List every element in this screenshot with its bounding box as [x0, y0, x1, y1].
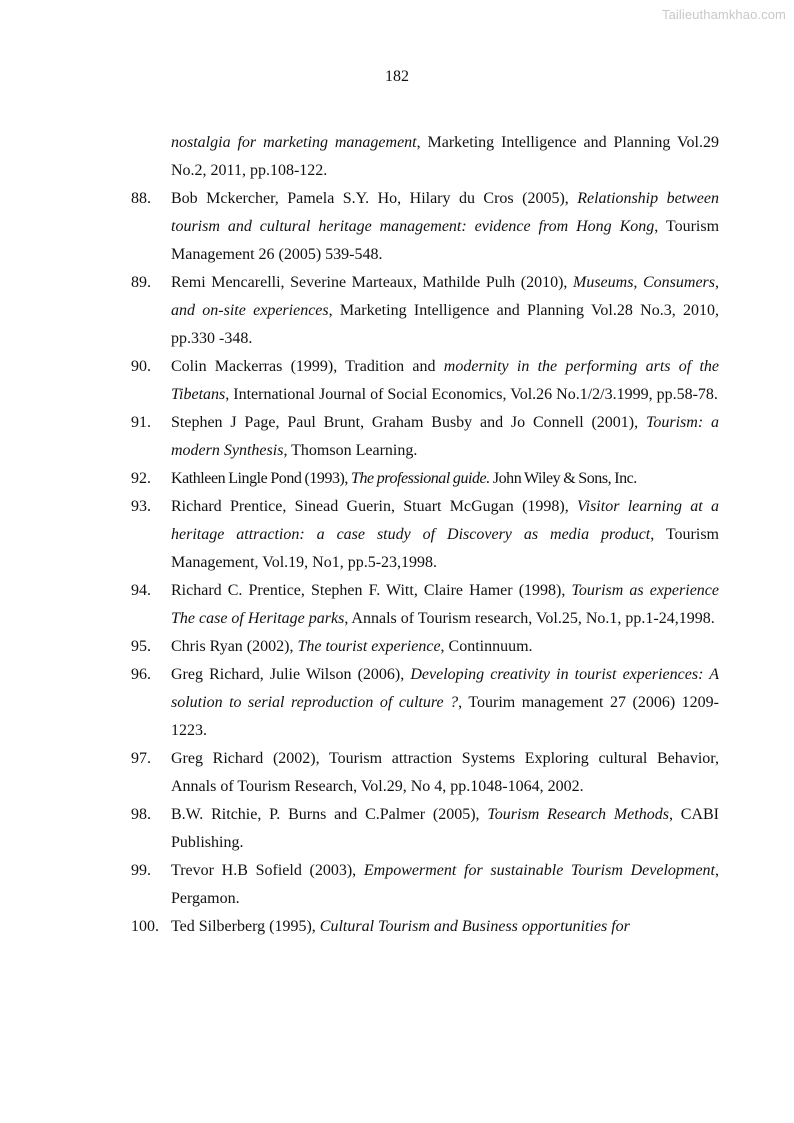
reference-body — [171, 465, 719, 493]
reference-number: 94. — [131, 582, 151, 599]
reference-number: 95. — [131, 638, 151, 655]
reference-body — [171, 913, 719, 941]
reference-number: 96. — [131, 666, 151, 683]
reference-body — [171, 857, 719, 913]
reference-text: , Tourism Management, Vol.19, No1, pp.5-23,1998. — [171, 526, 720, 571]
reference-text: Bob Mckercher, Pamela S.Y. Ho, Hilary du Cros (2005), — [171, 190, 578, 207]
reference-text: B.W. Ritchie, P. Burns and C.Palmer (2005), — [171, 806, 488, 823]
reference-body — [171, 577, 719, 633]
reference-text: Ted Silberberg (1995), — [171, 918, 320, 935]
reference-item — [131, 577, 719, 633]
reference-item — [131, 745, 719, 801]
reference-text: , International Journal of Social Economics, Vol.26 No.1/2/3.1999, pp.58-78. — [225, 386, 718, 403]
reference-text: John Wiley & Sons, Inc. — [489, 470, 637, 487]
page-number: 182 — [385, 68, 409, 85]
reference-title: Developing creativity in tourist experiences: A solution to serial reproduction of culture ? — [171, 666, 720, 711]
reference-item — [131, 913, 719, 941]
reference-title: Tourism Research Methods — [487, 806, 669, 823]
reference-item — [131, 661, 719, 745]
reference-body — [171, 745, 719, 801]
reference-text: , Marketing Intelligence and Planning Vol.28 No.3, 2010, pp.330 -348. — [171, 302, 720, 347]
reference-number: 100. — [131, 918, 159, 935]
reference-text: Stephen J Page, Paul Brunt, Graham Busby and Jo Connell (2001), — [171, 414, 646, 431]
reference-item — [131, 801, 719, 857]
reference-text: Richard C. Prentice, Stephen F. Witt, Claire Hamer (1998), — [171, 582, 572, 599]
reference-number: 88. — [131, 190, 151, 207]
reference-number: 97. — [131, 750, 151, 767]
reference-title: nostalgia for marketing management — [171, 134, 417, 151]
reference-number: 99. — [131, 862, 151, 879]
reference-text: Greg Richard, Julie Wilson (2006), — [171, 666, 411, 683]
reference-text: Colin Mackerras (1999), Tradition and — [171, 358, 444, 375]
reference-body — [171, 493, 719, 577]
reference-text: , CABI Publishing. — [171, 806, 720, 851]
reference-text: , Continnuum. — [440, 638, 533, 655]
reference-text: Kathleen Lingle Pond (1993), — [171, 470, 352, 487]
watermark: Tailieuthamkhao.com — [661, 7, 786, 22]
reference-body — [171, 269, 719, 353]
reference-items — [131, 185, 719, 941]
reference-item — [131, 269, 719, 353]
reference-title: Museums, Consumers, and on-site experiences — [171, 274, 719, 319]
reference-body — [171, 661, 719, 745]
reference-list — [131, 129, 719, 941]
reference-item — [131, 465, 719, 493]
reference-title: The tourist experience — [297, 638, 441, 655]
reference-number: 89. — [131, 274, 151, 291]
reference-number: 91. — [131, 414, 151, 431]
reference-number: 93. — [131, 498, 151, 515]
reference-body — [171, 353, 719, 409]
reference-text: , Marketing Intelligence and Planning Vol.29 No.2, 2011, pp.108-122. — [171, 134, 719, 179]
reference-title: Relationship between tourism and cultural heritage management: evidence from Hong Kong — [171, 190, 719, 235]
reference-text: Remi Mencarelli, Severine Marteaux, Mathilde Pulh (2010), — [171, 274, 573, 291]
reference-text: , Tourim management 27 (2006) 1209-1223. — [171, 694, 720, 739]
reference-number: 92. — [131, 470, 151, 487]
reference-number: 98. — [131, 806, 151, 823]
reference-text: Chris Ryan (2002), — [171, 638, 298, 655]
reference-body — [171, 409, 719, 465]
reference-body — [171, 185, 719, 269]
reference-title: The professional guide. — [351, 470, 490, 487]
reference-number: 90. — [131, 358, 151, 375]
reference-item — [131, 493, 719, 577]
reference-item — [131, 409, 719, 465]
reference-text: Greg Richard (2002), Tourism attraction Systems Exploring cultural Behavior, Annals of Tourism Research, Vol.29, No 4, pp.1048-1064, 2002. — [171, 750, 719, 795]
reference-title: Tourism: a modern Synthesis — [171, 414, 719, 459]
reference-title: Cultural Tourism and Business opportunities for — [319, 918, 630, 935]
reference-title: Empowerment for sustainable Tourism Development — [363, 862, 715, 879]
reference-body — [171, 801, 719, 857]
reference-text: , Tourism Management 26 (2005) 539-548. — [171, 218, 720, 263]
reference-item — [131, 185, 719, 269]
reference-item — [131, 857, 719, 913]
reference-title: Visitor learning at a heritage attraction: a case study of Discovery as media product — [171, 498, 719, 543]
reference-title: Tourism as experience The case of Heritage parks — [171, 582, 719, 627]
reference-title: modernity in the performing arts of the Tibetans — [171, 358, 719, 403]
reference-text: Richard Prentice, Sinead Guerin, Stuart McGugan (1998), — [171, 498, 578, 515]
reference-item — [131, 353, 719, 409]
reference-item — [131, 633, 719, 661]
reference-body — [171, 633, 719, 661]
reference-text: , Thomson Learning. — [283, 442, 418, 459]
reference-text: , Pergamon. — [171, 862, 719, 907]
continued-reference — [131, 129, 719, 185]
reference-text: , Annals of Tourism research, Vol.25, No.1, pp.1-24,1998. — [344, 610, 715, 627]
reference-text: Trevor H.B Sofield (2003), — [171, 862, 364, 879]
